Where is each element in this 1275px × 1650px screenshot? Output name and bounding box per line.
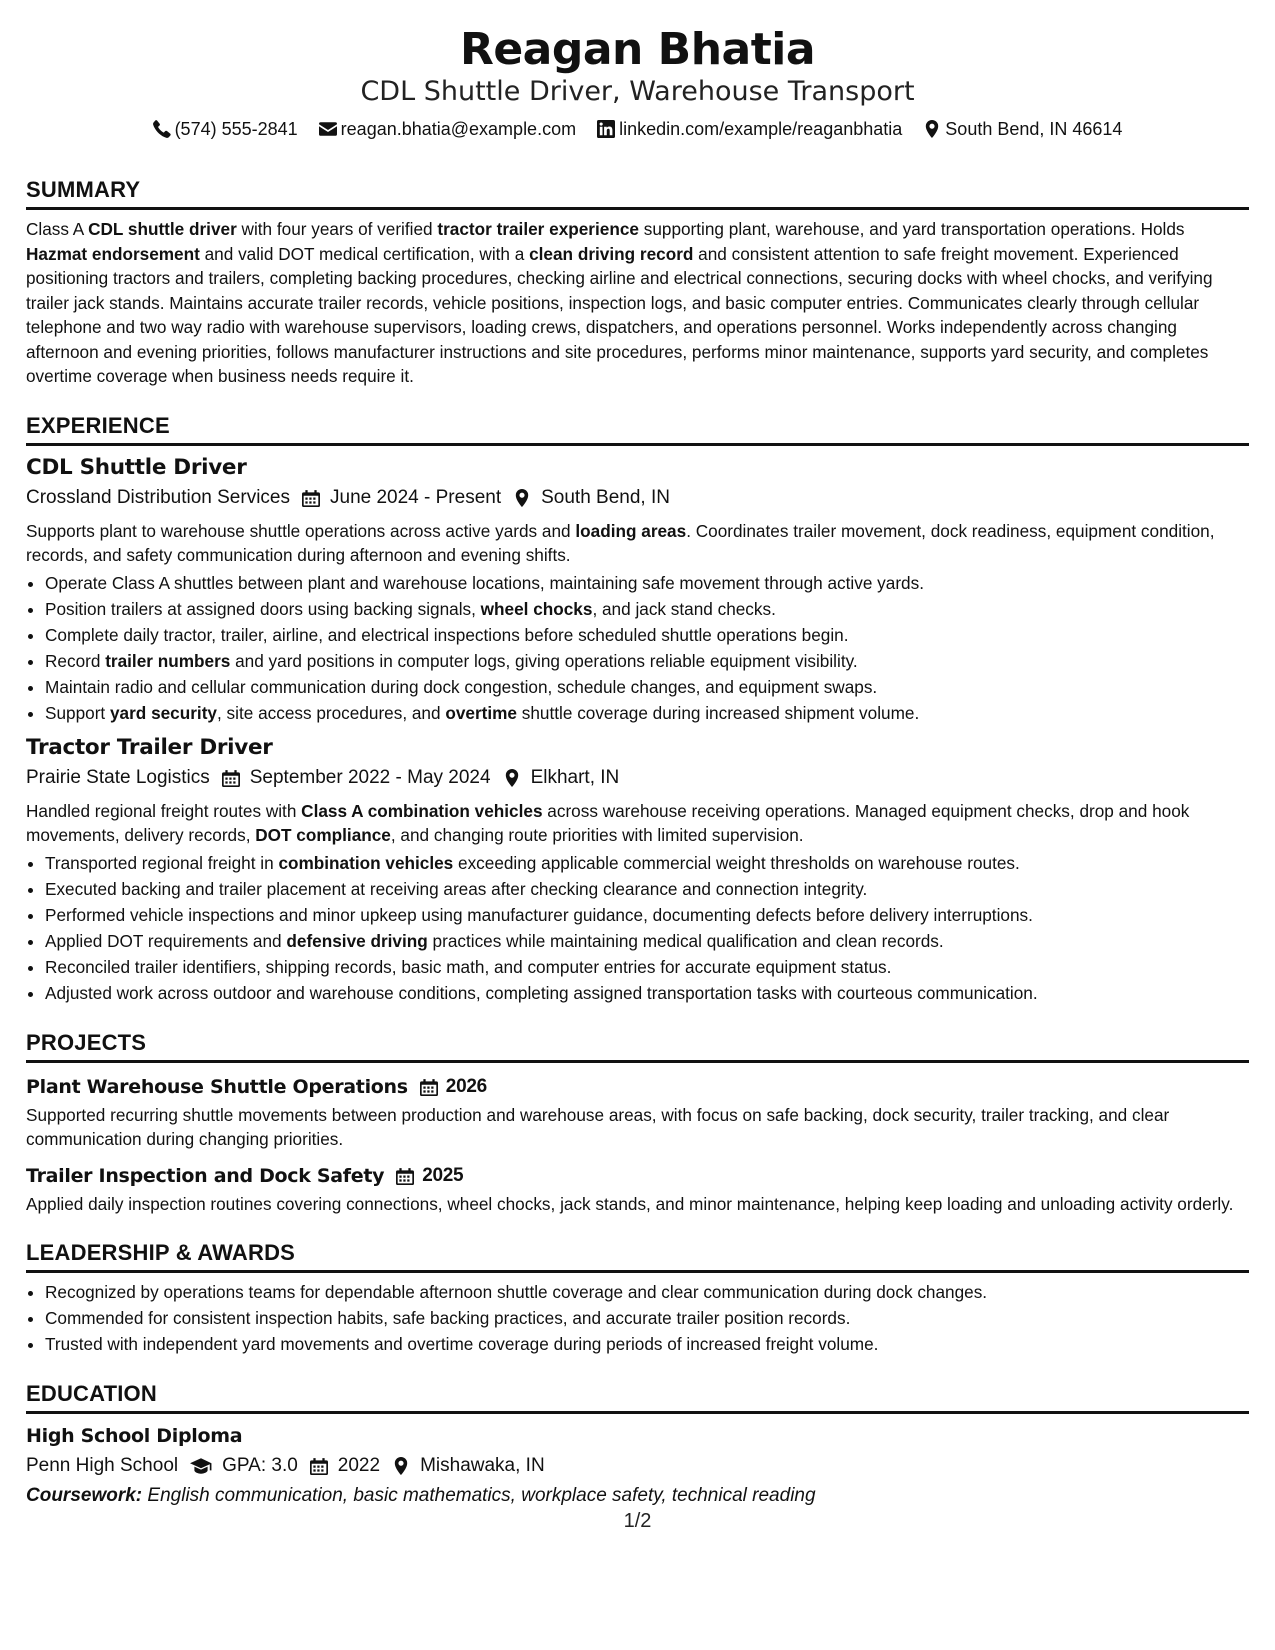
job-bullet	[45, 980, 1249, 1006]
emphasis-text: CDL shuttle driver	[88, 219, 237, 239]
job-location: South Bend, IN	[541, 486, 670, 508]
leadership-heading: LEADERSHIP & AWARDS	[26, 1238, 1249, 1273]
project-name: Trailer Inspection and Dock Safety	[26, 1164, 385, 1187]
job-dates-group	[302, 484, 501, 512]
calendar-icon	[420, 1078, 438, 1096]
text-run: Support	[45, 702, 110, 723]
job-meta	[26, 484, 1249, 512]
education-year: 2022	[337, 1455, 381, 1476]
emphasis-text: yard security	[109, 702, 217, 723]
job-location-group	[503, 764, 620, 792]
job-dates: June 2024 - Present	[330, 486, 502, 508]
emphasis-text: trailer numbers	[105, 650, 231, 671]
calendar-icon	[302, 489, 320, 507]
job-meta	[26, 764, 1249, 792]
gpa-group	[190, 1452, 298, 1480]
job-bullet	[45, 902, 1249, 928]
leadership-section	[26, 1238, 1249, 1357]
map-pin-icon	[513, 489, 531, 507]
school-name: Penn High School	[26, 1455, 179, 1476]
job-location: Elkhart, IN	[530, 766, 620, 788]
calendar-icon	[310, 1457, 328, 1475]
text-run: Complete daily tractor, trailer, airline, and electrical inspections before scheduled shuttle operations begin.	[45, 624, 849, 645]
coursework-text: English communication, basic mathematics, workplace safety, technical reading	[147, 1485, 816, 1506]
map-pin-icon	[392, 1457, 410, 1475]
coursework-label: Coursework:	[26, 1485, 143, 1506]
project-description: Applied daily inspection routines covering connections, wheel chocks, jack stands, and minor maintenance, helping keep loading and unloading activity orderly.	[26, 1193, 1234, 1214]
page-number: 1/2	[623, 1510, 652, 1532]
projects-section	[26, 1028, 1249, 1217]
leadership-item: • Commended for consistent inspection habits, safe backing practices, and accurate trailer position records.	[45, 1305, 1249, 1331]
emphasis-text: tractor trailer experience	[437, 219, 639, 239]
job-company: Crossland Distribution Services	[26, 486, 290, 508]
summary-section	[26, 175, 1249, 389]
text-run: exceeding applicable commercial weight thresholds on warehouse routes.	[453, 852, 1020, 873]
projects-heading: PROJECTS	[26, 1028, 1249, 1063]
project-description: Supported recurring shuttle movements between production and warehouse areas, with focus on safe backing, dock security, trailer tracking, and clear communication during changing priorities.	[26, 1104, 1170, 1149]
text-run: Maintain radio and cellular communication during dock congestion, schedule changes, and equipment swaps.	[45, 676, 878, 697]
resume-page	[26, 0, 1249, 1510]
text-run: and consistent attention to safe freight movement. Experienced positioning tractors and trailers, completing backing procedures, checking airline and electrical connections, securing docks with wheel chocks, and verifying trailer jack stands. Maintains accurate trailer records, vehicle positions, inspection logs, and basic computer entries. Communicates clearly through cellular telephone and two way radio with warehouse supervisors, loading crews, dispatchers, and operations personnel. Works independently across changing afternoon and evening priorities, follows manufacturer instructions and site procedures, performs minor maintenance, supports yard security, and completes overtime coverage when business needs require it.	[26, 243, 1213, 386]
text-run: Supports plant to warehouse shuttle operations across active yards and	[26, 520, 576, 541]
emphasis-text: defensive driving	[286, 930, 428, 951]
text-run: across warehouse receiving operations. Managed equipment checks, drop and hook movements, delivery records,	[26, 800, 1190, 845]
text-run: Adjusted work across outdoor and warehouse conditions, completing assigned transportation tasks with courteous communication.	[45, 982, 1038, 1003]
text-run: . Coordinates trailer movement, dock readiness, equipment condition, records, and safety communication during afternoon and evening shifts.	[26, 520, 1215, 565]
job-entry	[26, 734, 1249, 1006]
text-run: , and jack stand checks.	[592, 598, 776, 619]
contact-bar	[26, 116, 1249, 145]
emphasis-text: clean driving record	[529, 243, 694, 264]
job-bullet	[45, 928, 1249, 954]
job-bullet	[45, 954, 1249, 980]
envelope-icon	[319, 120, 337, 138]
text-run: shuttle coverage during increased shipment volume.	[517, 702, 920, 723]
text-run: , and changing route priorities with limited supervision.	[390, 825, 804, 845]
job-location-group	[513, 484, 670, 512]
text-run: practices while maintaining medical qualification and clean records.	[427, 930, 944, 951]
text-run: supporting plant, warehouse, and yard transportation operations. Holds	[638, 219, 1185, 239]
text-run: Executed backing and trailer placement at receiving areas after checking clearance and connection integrity.	[45, 878, 868, 899]
emphasis-text: Hazmat endorsement	[26, 243, 200, 264]
text-run: , site access procedures, and	[217, 702, 446, 723]
education-year-group	[310, 1452, 380, 1480]
location-text: South Bend, IN 46614	[945, 119, 1123, 139]
coursework-line	[26, 1482, 1249, 1510]
contact-linkedin[interactable]	[597, 116, 902, 142]
leadership-item: • Recognized by operations teams for dependable afternoon shuttle coverage and clear communication during dock changes.	[45, 1279, 1249, 1305]
degree-title: High School Diploma	[26, 1425, 243, 1447]
project-title-row	[26, 1162, 1249, 1190]
education-location-group	[392, 1452, 545, 1480]
linkedin-icon	[597, 120, 615, 138]
job-bullet	[45, 876, 1249, 902]
job-bullet	[45, 596, 1249, 622]
text-run: and valid DOT medical certification, with a	[199, 243, 530, 264]
summary-text	[26, 217, 1249, 389]
job-bullet	[45, 622, 1249, 648]
map-pin-icon	[923, 120, 941, 138]
education-section	[26, 1379, 1249, 1510]
job-dates-group	[222, 764, 491, 792]
job-bullets	[26, 570, 1249, 726]
contact-phone	[153, 116, 298, 142]
job-entry	[26, 454, 1249, 726]
experience-heading: EXPERIENCE	[26, 411, 1249, 446]
experience-section	[26, 411, 1249, 1006]
job-bullet	[45, 570, 1249, 596]
calendar-icon	[222, 769, 240, 787]
job-summary	[26, 799, 1249, 848]
contact-email[interactable]	[319, 116, 576, 142]
job-title: CDL Shuttle Driver	[26, 454, 247, 480]
phone-text: (574) 555-2841	[174, 119, 298, 139]
text-run: Position trailers at assigned doors using backing signals,	[45, 598, 481, 619]
emphasis-text: overtime	[445, 702, 517, 723]
text-run: Class A	[26, 219, 89, 239]
leadership-list	[26, 1279, 1249, 1357]
phone-icon	[153, 120, 171, 138]
candidate-name: Reagan Bhatia	[459, 24, 816, 75]
text-run: and yard positions in computer logs, giving operations reliable equipment visibility.	[230, 650, 858, 671]
project-entry	[26, 1162, 1249, 1217]
map-pin-icon	[503, 769, 521, 787]
job-company: Prairie State Logistics	[26, 766, 210, 788]
text-run: Applied DOT requirements and	[45, 930, 287, 951]
text-run: with four years of verified	[236, 219, 438, 239]
text-run: Performed vehicle inspections and minor upkeep using manufacturer guidance, documenting defects before delivery interruptions.	[45, 904, 1033, 925]
project-year: 2026	[445, 1075, 487, 1097]
job-bullet	[45, 674, 1249, 700]
job-title: Tractor Trailer Driver	[26, 734, 273, 760]
emphasis-text: Class A combination vehicles	[301, 800, 543, 821]
text-run: Reconciled trailer identifiers, shipping records, basic math, and computer entries for accurate equipment status.	[45, 956, 892, 977]
leadership-item: • Trusted with independent yard movements and overtime coverage during periods of increased freight volume.	[45, 1331, 1249, 1357]
text-run: Handled regional freight routes with	[26, 800, 302, 821]
project-entry	[26, 1073, 1249, 1152]
education-location: Mishawaka, IN	[420, 1455, 545, 1476]
summary-heading: SUMMARY	[26, 175, 1249, 210]
emphasis-text: loading areas	[575, 520, 687, 541]
graduation-cap-icon	[190, 1457, 212, 1475]
education-meta	[26, 1452, 1249, 1480]
job-bullet	[45, 648, 1249, 674]
text-run: Operate Class A shuttles between plant and warehouse locations, maintaining safe movement through active yards.	[45, 572, 924, 593]
job-dates: September 2022 - May 2024	[249, 766, 491, 788]
text-run: Record	[45, 650, 106, 671]
education-heading: EDUCATION	[26, 1379, 1249, 1414]
emphasis-text: combination vehicles	[278, 852, 454, 873]
linkedin-text[interactable]: linkedin.com/example/reaganbhatia	[619, 119, 903, 139]
job-summary	[26, 519, 1249, 568]
candidate-headline: CDL Shuttle Driver, Warehouse Transport	[360, 76, 915, 107]
emphasis-text: wheel chocks	[480, 598, 593, 619]
text-run: Transported regional freight in	[45, 852, 279, 873]
gpa-text: GPA: 3.0	[222, 1455, 298, 1476]
calendar-icon	[396, 1167, 414, 1185]
job-bullets	[26, 850, 1249, 1006]
email-text[interactable]: reagan.bhatia@example.com	[340, 119, 577, 139]
project-title-row	[26, 1073, 1249, 1101]
project-name: Plant Warehouse Shuttle Operations	[26, 1075, 408, 1098]
emphasis-text: DOT compliance	[255, 825, 391, 845]
job-bullet	[45, 850, 1249, 876]
project-year: 2025	[422, 1164, 464, 1186]
job-bullet	[45, 700, 1249, 726]
contact-location	[923, 116, 1122, 142]
